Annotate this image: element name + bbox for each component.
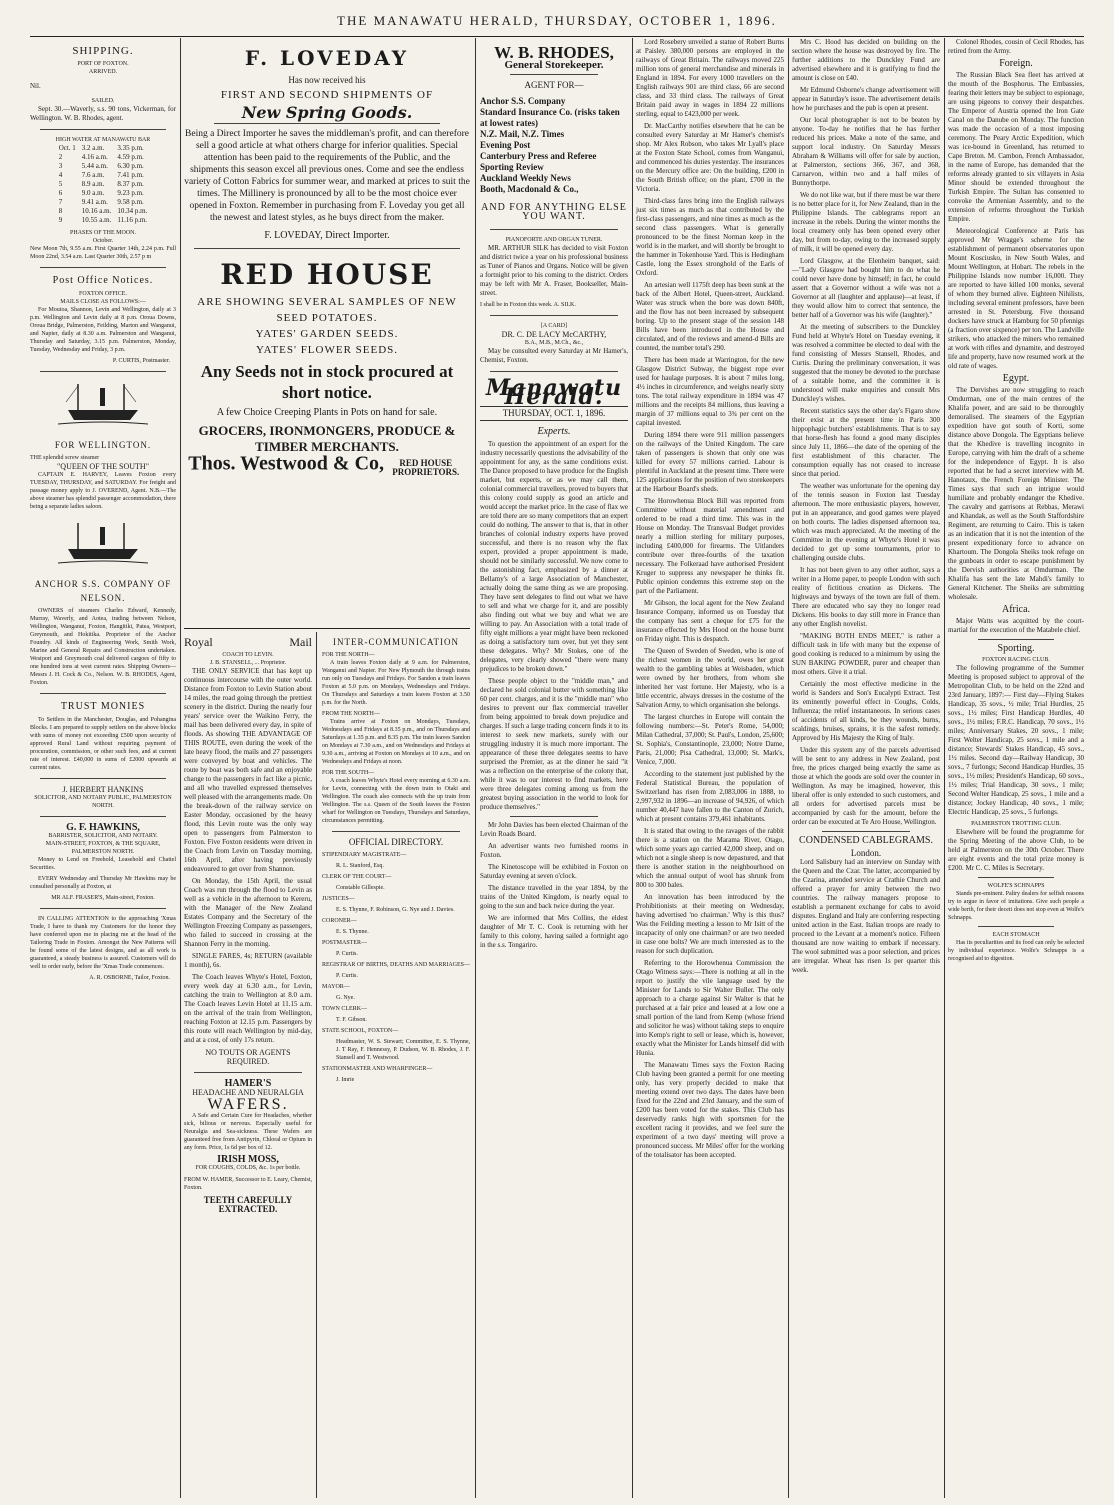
news-item: Colonel Rhodes, cousin of Cecil Rhodes, has retired from the Army. — [948, 38, 1084, 55]
hawkins-office: MR ALF. FRASER'S, Main-street, Foxton. — [51, 895, 155, 901]
experts-text: To question the appointment of an expert for the industry necessarily questions the advisability of the appointment for any, as the same conditions exist. The Dance proposed to have produce for the English market, but experts, or as we may call them, colonial commercial travellers, proved to buyers that this colony could supply as good an article and would accept the market price. In the case of flax we are told there are so many competitors that an expert could do nothing. The answer to that is, that in other branches of colonial industry experts have proved successful, and there is no reason why the flax expert, provided a proper appointment is made, should not be similarly successful. We now come to the astonishing fact, emphasized by a dinner at Bellamy's of a large Association of Manchester, actually doing the same thing as we are proposing. They have sent delegates to find out what we have to sell and what we charge for it, and are possibly also finding out what we buy and what we are willing to pay. An Association with a total trade of fifty eight millions a year might have been reckoned as doing a satisfactory turn over, but yet they sent these delegates. Why? Mr Stokes, one of the delegates, very clearly showed "there were many prejudices to be broken down." — [480, 440, 628, 673]
column-foreign-sporting — [948, 38, 1084, 1498]
sporting-heading: Sporting. — [997, 643, 1035, 654]
advert-loveday-redhouse — [184, 38, 470, 628]
trotting-text: Elsewhere will be found the programme for the Spring Meeting of the above Club, to be held at Palmerston on the 30th October. There are eight events and the total prize money is £200. Mr C. C. Miles is Secretary. — [948, 828, 1084, 872]
news-item: It is stated that owing to the ravages of the rabbit there is a station on the Marama River, Otago, which some years ago carried 42,000 sheep, and on which not a single sheep is now depastured, and that there is another station in the neighbourhood on which the annual output of wool has shrunk from 800 to 300 bales. — [636, 827, 784, 889]
note-trains: The distance travelled in the year 1894, by the trains of the United Kingdom, is nearly equal to going to the sun and back twice during the year. — [480, 884, 628, 910]
tide-cell: 11.16 p.m. — [117, 216, 148, 224]
column-coach — [184, 634, 312, 1498]
tide-cell: 3.2 a.m. — [81, 144, 105, 152]
coach-label: COACH TO LEVIN. — [222, 652, 274, 658]
wolfe-heading: WOLFE'S SCHNAPPS — [987, 883, 1045, 889]
royal-mail-row — [184, 635, 312, 649]
tide-cell: 4.59 p.m. — [117, 153, 144, 161]
divider — [822, 831, 910, 832]
news-item: Recent statistics says the other day's Figaro show their exist at the present time in Paris 300 hippophagic butchers' establishments. That is to say that horse-flesh has found a good many disciples since July 11, 1866—the date of the opening of the first establishment of this character. The consumption equally has not ceased to increase since that period. — [792, 407, 940, 478]
post-office-name: FOXTON OFFICE. — [79, 291, 127, 297]
news-item: We do not like war, but if there must be war there is no better place for it, for New Zealand, than in the Philippine Islands. The cablegrams report an increase in the rebels. During the winter months the local creamery only has been opened every other day, but from to-day, owing to the increased supply of milk, it will be opened every day. — [792, 191, 940, 253]
divider — [510, 816, 598, 817]
divider — [40, 908, 166, 909]
steamer-name: "QUEEN OF THE SOUTH" — [57, 462, 149, 471]
piano-heading: PIANOFORTE AND ORGAN TUNER. — [505, 237, 603, 243]
tide-cell: 4.16 a.m. — [81, 153, 108, 161]
news-item: The Horowhenua Block Bill was reported from Committee without material amendment and ordered to be read a third time. This was in the House on Monday. The Transvaal Budget provides nearly a million sterling for military purposes, including £400,000 for firearms. The Uitlanders contribute over three-fourths of the taxation necessary. The Folkeraad have authorised President Kruger to suppress any newspaper he thinks fit. Public opinion condemns this extreme step on the part of the Parliament. — [636, 497, 784, 595]
loveday-line1: Has now received his — [288, 75, 366, 85]
coach-proprietor: J. B. STANSELL, ... Proprietor. — [209, 660, 287, 666]
hawkins-text: EVERY Wednesday and Thursday Mr Hawkins may be consulted personally at Foxton, at — [30, 876, 176, 890]
redhouse-signature-row — [184, 452, 470, 477]
london-heading: London. — [850, 848, 882, 858]
osborne-text: IN CALLING ATTENTION to the approaching 'Xmas Trade, I have to thank my Customers for the honor they have conferred upon me in placing me at the head of the Tailoring Trade in Foxton. Amongst the New Patterns will be found some of the latest designs, and as all work is guaranteed, a steady business is assured. Customers will do well to order early, before the 'Xmas Trade commences. — [30, 916, 176, 970]
column-rule — [180, 38, 181, 1498]
divider — [40, 129, 166, 130]
column-news-1 — [636, 38, 784, 1498]
from-north-text: Trains arrive at Foxton on Mondays, Tuesdays, Wednesdays and Fridays at 8.35 p.m., and on Thursdays and Saturdays at 1.35 p.m. and 8.35 p.m. The train leaves Sandon on Mondays at 7.30 a.m., and on Wednesdays and Fridays at 9.30 a.m., arriving at Foxton on Mondays at 10 a.m., and on Wednesdays and Fridays at noon. — [322, 719, 470, 765]
hawkins-name: G. F. HAWKINS, — [66, 822, 140, 833]
hamer-signature: FROM W. HAMER, Successor to E. Leary, Chemist, Foxton. — [184, 1177, 312, 1191]
tide-cell: 10.16 a.m. — [81, 207, 112, 215]
redhouse-line6: A few Choice Creeping Plants in Pots on hand for sale. — [216, 407, 438, 418]
shipping-heading: SHIPPING. — [72, 45, 134, 57]
north-label: FOR THE NORTH— — [322, 652, 375, 658]
divider — [978, 877, 1054, 878]
agency-item: Sporting Review — [480, 162, 544, 172]
agency-list — [480, 96, 628, 195]
loveday-name: F. LOVEDAY — [244, 46, 410, 70]
tide-cell: 9.0 a.m. — [81, 189, 105, 197]
masthead-rule — [30, 36, 1084, 37]
note-rooms: An advertiser wants two furnished rooms in Foxton. — [480, 842, 628, 859]
news-item: During 1894 there were 911 million passengers on the railways of the United Kingdom. The care taken of passengers is shown that only one was killed for every 57 millions carried. Labour is plentiful in Auckland at the present time. There were 125 applications for the position of two storekeepers at the Harbour Board's sheds. — [636, 431, 784, 493]
divider — [490, 315, 618, 316]
news-item: "MAKING BOTH ENDS MEET," is rather a difficult task in life with many but the expense of good cooking is reduced to a minimum by using the SUN BAKING POWDER, purer and cheaper than most others. Give it a trial. — [792, 632, 940, 676]
steamer-text: CAPTAIN E. HARVEY, Leaves Foxton every TUESDAY, THURSDAY, and SATURDAY. For freight and passage money apply to J. OVEREND, Agent. N.B.—The above steamer has splendid passenger accommodation, there being a separate ladies saloon. — [30, 472, 176, 510]
royal-label: Royal — [184, 635, 213, 649]
tide-cell: 7.41 p.m. — [117, 171, 144, 179]
tide-cell: 6 — [58, 189, 63, 197]
agency-item: Standard Insurance Co. (risks taken at lowest rates) — [480, 107, 620, 128]
tide-cell: 6.30 p.m. — [117, 162, 144, 170]
tide-row — [56, 153, 151, 162]
directory-entry: MAYOR— — [322, 984, 350, 990]
directory-list — [322, 851, 470, 1084]
tide-row — [56, 216, 151, 225]
anything-else: AND FOR ANYTHING ELSE YOU WANT. — [481, 202, 627, 222]
doctor-text: May be consulted every Saturday at Mr Hamer's, Chemist, Foxton. — [480, 347, 628, 364]
paper-title: Manawatu Herald. — [485, 375, 623, 410]
news-item: The largest churches in Europe will contain the following numbers:—St. Peter's Rome, 54,000; Milan Cathedral, 37,000; St. Paul's, London, 25,600; St. Sophia's, Constantinople, 23,000; Notre Dame, Paris, 21,000; Pisa Cathedral, 13,000; St. Mark's, Venice, 7,000. — [636, 713, 784, 766]
directory-entry: CLERK OF THE COURT— — [322, 874, 392, 880]
trust-text: To Settlers in the Manchester, Douglas, and Pohangina Blocks. I am prepared to supply settlers on the above blocks with sums of money not exceeding £500 upon security of approved Rural Land without requiring payment of procuration, commission, or other such fees, and at current rate of interest. £40,000 in sums of £2000 upwards at current rates. — [30, 717, 176, 771]
loveday-signature: F. LOVEDAY, Direct Importer. — [264, 230, 390, 241]
tide-cell: 3.35 p.m. — [117, 144, 144, 152]
agency-item: Booth, Macdonald & Co., — [480, 184, 579, 194]
tide-row — [56, 144, 151, 153]
directory-entry: STIPENDIARY MAGISTRATE— — [322, 852, 407, 858]
agency-item: Anchor S.S. Company — [480, 96, 566, 106]
directory-entry: P. Curtis. — [336, 973, 358, 979]
cablegram-text: Lord Salisbury had an interview on Sunday with the Queen and the Czar. The latter, accompanied by the Czarina, attended service at Crathie Church and offered a prayer for amity between the two countries. The railway managers propose to establish a permanent exchange for cabs to avoid disputes. England and Italy are conferring respecting united action in the East. Italian troops are ready to proceed to the Levant at a moment's notice. Fifteen thousand are now waiting to embark if necessary. The wool submitted was a poor selection, and prices are irregular. Wheat has risen 1s per quarter this week. — [792, 858, 940, 974]
tide-cell: 5 — [58, 180, 63, 188]
coach-body3: The Coach leaves Whyte's Hotel, Foxton, every week day at 6.30 a.m., for Levin, catching the train to Wellington at 8.0 a.m. The Coach leaves Levin Hotel at 11.15 a.m. on the arrival of the train from Wellington, reaching Foxton at 12.15 p.m. Passengers by this route will reach Wellington by mid-day, and at a cost, of only 17s return. — [184, 973, 312, 1044]
touts-notice: NO TOUTS OR AGENTS REQUIRED. — [205, 1048, 291, 1066]
coach-body2: On Monday, the 15th April, the usual Coach was run through the flood to Levin as well as a vehicle in the afternoon to Kereru, with the Manager of the New Zealand Estates Company and the Secretary of the Wellington Freezing Company as passengers, who failed to succeed in crossing at the Shannon Ferry in the morning. — [184, 877, 312, 948]
redhouse-line7: GROCERS, IRONMONGERS, PRODUCE & TIMBER MERCHANTS. — [198, 423, 456, 454]
news-item: The Queen of Sweden of Sweden, who is one of the richest women in the world, owes her great wealth to the gambling tables at Weisbaden, which were owned by her brothers, from whom she inherited her vast fortune. Her Majesty, who is a little eccentric, always dresses in the costume of the Salvation Army, to which organisation she belongs. — [636, 647, 784, 709]
redhouse-line2: SEED POTATOES. — [276, 312, 378, 324]
inter-heading: INTER-COMMUNICATION — [333, 637, 459, 647]
africa-heading: Africa. — [1001, 604, 1031, 615]
directory-entry: POSTMASTER— — [322, 940, 368, 946]
egypt-text: The Dervishes are now struggling to reach Omdurman, one of the main centres of the Khalifa power, and are said to be thoroughly demoralised. The steamers of the Egyptian expedition have got south of Korti, some distance above Dongola. The Egyptians believe that the Khedive is travelling incognito in Europe, carrying with him the draft of a scheme for the independence of Egypt. It is also reported that he had a secret interview with M. Hanotaux, the French Foreign Minister. The Times says that such an intrigue would humiliate and probably endanger the Khedive. The cavalry and garrisons at Rebbas, Merawi and Khandak, as well as the South Staffordshire Regiment, are returning to Cairo. This is taken as an indication that it is not the intention of the present expeditionary force to advance on Khartoum. The Dongola Sheiks took refuge on the gunboats in order to escape punishment by the Dervish authorities at Omdurman. The Khalifa has sent the late Mahdi's family to General Kitchener. The Sheiks are submitting wholesale. — [948, 386, 1084, 601]
column-rule — [475, 38, 476, 1498]
hawkins-sub: BARRISTER, SOLICITOR, AND NOTARY. — [48, 833, 158, 839]
rhodes-name: W. B. RHODES, — [494, 43, 614, 62]
loveday-body: Being a Direct Importer he saves the middleman's profit, and can therefore sell a good article at what others charge for inferior qualities. Special attention has been paid to the requirements of the Public, and the shipments this season excel all previous ones. Come and see the endless variety of Cotton Fabrics for summer wear, and marked at prices to suit the times. The Millinery is pronounced by all to be the most choice ever opened in Foxton. Remember in purchasing from F. Loveday you get all the newest and latest styles, as he buys direct from the maker. — [184, 129, 470, 223]
africa-text: Major Watts was acquitted by the court-martial for the execution of the Matabele chief. — [948, 617, 1084, 634]
redhouse-title: RED HOUSE — [220, 258, 434, 291]
directory-entry: JUSTICES— — [322, 896, 355, 902]
masthead: THE MANAWATU HERALD, THURSDAY, OCTOBER 1, 1896. — [337, 13, 777, 28]
wafers-text: A Safe and Certain Cure for Headaches, whether sick, bilious or nervous. Especially useful for Neuralgia and Sea-sickness. These Wafers are guaranteed free from Antipyrin, Chloral or Opium in any form. Price, 1s 6d per box of 12. — [184, 1113, 312, 1151]
loveday-line2: FIRST AND SECOND SHIPMENTS OF — [220, 89, 434, 101]
moon-heading: PHASES OF THE MOON. — [70, 230, 136, 236]
tide-cell: 10.55 a.m. — [81, 216, 112, 224]
news-item: Mrs C. Hood has decided on building on the section where the house was destroyed by fire. The further additions to the Dunckley Fund are advertised elsewhere and it is gratifying to find the amount is close on £40. — [792, 38, 940, 82]
arrived-nil: Nil. — [30, 82, 41, 90]
tide-cell: 9 — [58, 216, 63, 224]
from-north-label: FROM THE NORTH— — [322, 711, 380, 717]
foreign-heading: Foreign. — [999, 58, 1033, 69]
racing-text: The following programme of the Summer Meeting is proposed subject to approval of the Metropolitan Club, to be held on the 22nd and 23rd January, 1897:— First day—Flying Stakes Handicap, 35 sovs., ½ mile; Trial Hurdles, 25 sovs., 1½ miles; First Handicap Hurdles, 40 sovs., 1½ miles; F.R.C. Handicap, 70 sovs., 1½ miles; Anniversary Stakes, 20 sovs., 1 mile; First Welter Handicap, 25 sovs., 1 mile and a distance; Stewards' Stakes Handicap, 45 sovs., 1½ miles. Second day—Railway Handicap, 30 sovs., 7 furlongs; Second Handicap Hurdles, 35 sovs., 1½ miles; President's Handicap, 60 sovs., 1½ miles; Trial Handicap, 30 sovs., 1 mile; Second Welter Handicap, 25 sovs., 1 mile and a distance; Jockey Handicap, 40 sovs., 1 mile; Electric Handicap, 25 sovs., 5 furlongs. — [948, 664, 1084, 816]
teeth-notice: TEETH CAREFULLY EXTRACTED. — [203, 1195, 293, 1214]
divider — [332, 831, 460, 832]
directory-entry: STATIONMASTER AND WHARFINGER— — [322, 1066, 433, 1072]
redhouse-line4: YATES' FLOWER SEEDS. — [255, 344, 399, 356]
column-rule — [632, 38, 633, 1498]
racing-heading: FOXTON RACING CLUB. — [982, 657, 1050, 663]
tide-row — [56, 162, 151, 171]
hankins-name: J. HERBERT HANKINS — [62, 785, 144, 794]
column-rule — [316, 632, 317, 1498]
tide-row — [56, 189, 151, 198]
column-intercommunication — [322, 634, 470, 1498]
hamer-title: HAMER'S — [224, 1078, 272, 1089]
trotting-heading: PALMERSTON TROTTING CLUB. — [971, 821, 1061, 827]
directory-entry: R. L. Stanford, Esq. — [336, 863, 384, 869]
divider — [490, 371, 618, 372]
news-item: An artesian well 1175ft deep has been sunk at the back of the Albert Hotel, Queen-street, Auckland. Water was struck when the bore was down 840ft, and the flow has not been increased by subsequent boring. Up to the present stage of the session 148 Bills have been introduced in the House and circulated, and of the reviews and amend-d Bills are counted, the number total's 290. — [636, 281, 784, 352]
tide-cell: 5.44 a.m. — [81, 162, 108, 170]
tide-cell: 4 — [58, 171, 63, 179]
directory-entry: T. F. Gibson. — [336, 1017, 367, 1023]
divider — [40, 693, 166, 694]
doctor-name: DR. C. DE LACY McCARTHY, — [501, 330, 607, 339]
agency-item: N.Z. Mail, N.Z. Times — [480, 129, 565, 139]
news-item: Mr Edmund Osborne's change advertisement will appear in Saturday's issue. The advertisement details how he purchases and the pub is open at present. — [792, 86, 940, 112]
divider — [490, 229, 618, 230]
directory-entry: STATE SCHOOL, FOXTON— — [322, 1028, 399, 1034]
south-text: A coach leaves Whyte's Hotel every morning at 6.30 a.m. for Levin, connecting with the down train to Otaki and Wellington. The coach also connects with the up train from Wellington. The s.s. Queen of the South leaves the Foxton wharf for Wellington on Tuesdays, Thursdays and Saturdays, circumstances permitting. — [322, 778, 470, 824]
directory-entry: E. S. Thynne, F. Robinson, G. Nye and J. Davies. — [336, 907, 455, 913]
directory-entry: J. Imrie — [336, 1077, 355, 1083]
divider — [194, 1072, 302, 1073]
news-item: At the meeting of subscribers to the Dunckley Fund held at Whyte's Hotel on Tuesday evening, it was resolved a committee be elected to deal with the fund consisting of Messrs Stansell, Rhodes, and Curtis. During the preliminary conversation, it was suggested that the money be devoted to the purchase of a suitable home, and the committee it is understood will make enquiries and consult Mrs Dunckley's wishes. — [792, 323, 940, 403]
card-label: [A CARD] — [540, 323, 568, 329]
doctor-degrees: B.A., M.B., M.Ch., &c., — [524, 340, 584, 346]
note-kinetoscope: The Kinetoscope will be exhibited in Foxton on Saturday evening at seven o'clock. — [480, 863, 628, 880]
news-item: Under this system any of the parcels advertised will be sent to any address in New Zealand, post free, the prices charged being exactly the same as those at which the goods are sold over the counter in Wellington. As may be imagined, however, this liberal offer is only extended to such customers, and all orders for advertised parcels must be accompanied by cash for the amount, before the order can be executed at Te Aro House, Wellington. — [792, 746, 940, 826]
experts-text2: These people object to the "middle man," and declared he sold colonial butter with something like 60 per cent. charges, and it is the "middle man" who desires to prevent our flax commercial traveller from being appointed to break down prejudice and charges. If such a large trading concern finds it to its interest to seek new markets, surely with our struggling industry it is much more important. The appearance of these three delegates seems to have surprised the Premier, as at the dinner he said "it was a reflection on the enterprise of the colony that, while it was to our interest to find markets, here were three delegates coming among us from the greatest buying association in the world to look for produce themselves." — [480, 677, 628, 811]
news-item: According to the statement just published by the Federal Statistical Bureau, the population of Switzerland has risen from 2,083,006 in 1888, to 2,997,932 in 1896—an increase of 94,926, of which number 40,447 have fallen to the Canton of Zurich, which at present contains 379,461 inhabitants. — [636, 770, 784, 823]
mails-text: For Moutoa, Shannon, Levin and Wellington, daily at 3 p.m. Wellington and Levin daily at 8 p.m. Oroua Downs, Oroua Bridge, Palmerston, Feilding, Marton and Wanganui, and Napier, daily at 8.30 a.m. Palmerston and Wanganui, Thursday and Saturday, 3.15 p.m. Palmerston, Monday, Tuesday, Wednesday and Friday, 3 p.m. — [30, 307, 176, 353]
piano-signature: I shall be in Foxton this week. A. SILK. — [480, 302, 576, 308]
tide-cell: 7 — [58, 198, 63, 206]
steamer-intro: THE splendid screw steamer — [30, 455, 100, 461]
mails-close: MAILS CLOSE AS FOLLOWS:— — [60, 299, 146, 305]
post-office-heading: Post Office Notices. — [52, 275, 154, 286]
directory-entry: Headmaster, W. S. Stewart; Committee, E. S. Thynne, J. T Ray, F. Hennessy, P. Dudson, W. B. Rhodes, J. F. Stansell and T. Westwood. — [336, 1039, 470, 1061]
divider — [978, 639, 1054, 640]
divider — [510, 74, 598, 75]
agency-item: Auckland Weekly News — [480, 173, 571, 183]
note-collins: We are informed that Mrs Collins, the eldest daughter of Mr T. C. Cook is returning with her family to this colony, having sailed a fortnight ago in the s.s. Tongariro. — [480, 914, 628, 949]
divider — [40, 816, 166, 817]
directory-entry: G. Nye. — [336, 995, 355, 1001]
directory-entry: Constable Gillespie. — [336, 885, 385, 891]
irish-moss-title: IRISH MOSS, — [217, 1154, 279, 1165]
tide-cell: 10.34 p.m. — [117, 207, 148, 215]
redhouse-line5: Any Seeds not in stock procured at short notice. — [200, 362, 454, 402]
directory-entry: P. Curtis. — [336, 951, 358, 957]
column-news-2 — [792, 38, 940, 1498]
tide-cell: 2 — [58, 153, 63, 161]
agency-item: Evening Post — [480, 140, 531, 150]
foreign-text: The Russian Black Sea fleet has arrived at the mouth of the Bosphorus. The Embassies, fearing their letters may be subject to espionage, are using pigeons to convey their despatches. The Emperor of Austria opened the Iron Gate Canal on the Danube on Monday. The function was made the occasion of a most imposing ceremony. The Peary Arctic Expedition, which was ice-bound in Greenland, has returned to Cape Breton. M. Cambon, French Ambassador, in the name of Europe, has demanded that the reforms already granted to six villayets in Asia Minor should be extended throughout the Turkish Empire. The Sultan has consented to convoke the Armenian Assembly, and to the extension of reforms throughout the Turkish Empire. — [948, 71, 1084, 223]
divider — [40, 371, 166, 372]
cablegrams-heading: CONDENSED CABLEGRAMS. — [799, 835, 933, 846]
tide-cell: 8.9 a.m. — [81, 180, 105, 188]
column-rule — [944, 38, 945, 1498]
hamer-sub: HEADACHE AND NEURALGIA — [192, 1088, 304, 1097]
tide-row — [56, 171, 151, 180]
directory-entry: E. S. Thynne. — [336, 929, 369, 935]
coach-body1: THE ONLY SERVICE that has kept up continuous intercourse with the outer world. Distance from Foxton to Levin Station about 14 miles, the road going through the prettiest scenery in the district. During the nearly four years' service over the Waikino Ferry, the mail has been delivered every day, in spite of floods. As showing THE ADVANTAGE OF THIS ROUTE, even during the week of the late heavy flood, the mails and 27 passengers were conveyed by boat and vehicles. The route by boat was both safe and an enjoyable change to the passengers in fact like a picnic, and all who travelled expressed themselves well pleased with the arrangements made. On the break-down of the railway service on Easter Monday, occasioned by the heavy flood, this Levin route was the only way open to passengers from Palmerston to Foxton. Five Foxton residents were driven in the Coach from Levin on Tuesday morning, 16th April, after having previously endeavoured to get over from Shannon. — [184, 667, 312, 873]
sailed-label: SAILED. — [91, 98, 115, 104]
tide-cell: 9.23 p.m. — [117, 189, 144, 197]
wafers-title: WAFERS. — [207, 1096, 289, 1113]
experts-heading: Experts. — [537, 426, 571, 437]
steamship-illustration — [58, 519, 148, 569]
south-label: FOR THE SOUTH— — [322, 770, 375, 776]
arrived-label: ARRIVED. — [88, 69, 118, 75]
sailed-text: Sept. 30.—Waverly, s.s. 90 tons, Vickerman, for Wellington. W. B. Rhodes, agent. — [30, 105, 176, 122]
tide-row — [56, 180, 151, 189]
loveday-line3: New Spring Goods. — [241, 103, 413, 122]
news-item: An innovation has been introduced by the Prohibitionists at their meeting on Wednesday, having advertised 'no chairman.' Why is this thus? Was the Feilding meeting a lesson to Mr Isitt of the incapacity of only one chairman? or are two needed in case one bolts? We are much interested as to the reason for such duplication. — [636, 893, 784, 955]
piano-text: MR. ARTHUR SILK has decided to visit Foxton and district twice a year on his professional business as Tuner of Pianos and Organs. Notice will be given a fortnight prior to his coming to the district. Orders may be left with Mr A. Fraser, Bookseller, Main-street. — [480, 244, 628, 297]
news-item: There has been made at Warrington, for the new Glasgow District Subway, the biggest rope ever used for haulage purposes. It is about 7 miles long, 4½ inches in circumference, and weighs nearly sixty tons. The total railway expenditure in 1894 was 47 millions and the receipts 84 millions, thus leaving a margin of 37 millions equal to 3¾ per cent on the capital invested. — [636, 356, 784, 427]
news-item: Dr. MacCarthy notifies elsewhere that he can be consulted every Saturday at Mr Hamer's chemist's shop. Mr Alex Robson, who takes Mr Lyall's place at the Foxton State School, comes from Wanganui, and commenced his duties yesterday. The insurances on the Mercury office are: On the building, £200 in the South British office; on the plant, £700 in the Victoria. — [636, 122, 784, 193]
divider — [214, 123, 440, 124]
directory-entry: TOWN CLERK— — [322, 1006, 368, 1012]
foreign-text2: Meteorological Conference at Paris has approved Mr Wragge's scheme for the establishment of permanent observatories upon Mount Kosciusko, in New South Wales, and Mount Wellington, at Hobart. The rebels in the Philippine Islands now number 16,000. They are reported to have killed 100 monks, several of whom they burned alive. Eighteen Nihilists, including several eminent professors, have been arrested in St. Petersburg. Five thousand dockers have struck at Hamburg for 50 pfennigs (a fraction over sixpence) per ton. The Landville strikers, who attacked the miners who remained at work with rifles and dynamite, and destroyed life and property, have now resumed work at the old rate of wages. — [948, 227, 1084, 370]
redhouse-line1: ARE SHOWING SEVERAL SAMPLES OF NEW — [197, 296, 457, 308]
divider — [184, 628, 470, 629]
mail-label: Mail — [289, 635, 312, 649]
stomach-text: Has its peculiarities and its food can only be selected by individual experience. Wolfe's Schnapps is a recognised aid to digestion. — [948, 940, 1084, 962]
news-item: The Manawatu Times says the Foxton Racing Club having been granted a permit for one meeting only, has very properly decided to make that meeting extend over two days. The dates have been fixed for the 22nd and 23rd January, and the sum of £200 has been voted for the stakes. This Club has deservedly ranks high with sportsmen for the excellent racing it provides, and we feel sure the experiment of a two days' meeting will prove a pronounced success. Mr Miles' offer for the working of the totalisator has been accepted. — [636, 1061, 784, 1159]
trust-heading: TRUST MONIES — [60, 701, 146, 712]
paper-date: THURSDAY, OCT. 1, 1896. — [480, 406, 628, 421]
moon-phases: New Moon 7th, 9.55 a.m. First Quarter 14th, 2.24 p.m. Full Moon 22nd, 3.54 a.m. Last Quarter 30th, 2.57 p m — [30, 246, 176, 260]
tide-cell: Oct. 1 — [58, 144, 76, 152]
column-rule — [788, 38, 789, 1498]
agency-item: Canterbury Press and Referee — [480, 151, 597, 161]
divider — [194, 248, 460, 249]
agent-heading: AGENT FOR— — [524, 80, 584, 90]
tide-table — [56, 144, 151, 225]
news-item: Our local photographer is not to be beaten by anyone. To-day he notifies that he has further reduced his prices. Make a note of the same, and support local industry. On Saturday Messrs Abraham & Williams will offer for sale by auction, at Palmerston, sections 366, 367, and 368, Carnarvon, within two and a half miles of Bunnythorpe. — [792, 116, 940, 187]
news-item: It has not been given to any other author, says a writer in a Home paper, to people London with such reality of fictitious creation as Dickens. The highways and byways of the town are full of them. There are educated who say they no longer read Dickens. His books to day still more in France than any other English novelist. — [792, 566, 940, 628]
wellington-heading: FOR WELLINGTON. — [54, 440, 152, 450]
north-text: A train leaves Foxton daily at 9 a.m. for Palmerston, Wanganui and Napier. For New Plymouth the through trains run only on Tuesdays and Fridays. For Sandon a train leaves Foxton at 5.0 p.m. on Mondays, Wednesdays and Fridays. On Thursdays and Saturdays a train leaves Foxton at 3.50 p.m. for the North. — [322, 660, 470, 706]
tide-cell: 9.58 p.m. — [117, 198, 144, 206]
divider — [40, 778, 166, 779]
divider — [40, 267, 166, 268]
moon-month: October. — [92, 238, 114, 244]
news-item: Certainly the most effective medicine in the world is Sanders and Son's Eucalypti Extract. Test its eminently powerful effect in Coughs, Colds, Influenza; the relief instantaneous. In serious cases of accidents of all kinds, be they wounds, burns, scaldings, bruises, sprains, it is the safest remedy. Approved by His Majesty the King of Italy. — [792, 680, 940, 742]
tide-cell: 3 — [58, 162, 63, 170]
anchor-text: OWNERS of steamers Charles Edward, Kennedy, Murray, Waverly, and Aotea, trading between Nelson, Wellington, Wanganui, Foxton, Hangitiki, Patea, Westport, Greymouth, and Hokitika. Proprietor of the Anchor Foundry. All kinds of Engineering Work, Smith Work, Marine and General Repairs and Construction undertaken. Westport and Greymouth coal delivered cargoes of fifty to one hundred tons at west current rates. Shipping Owners— Messrs J. H. Cock & Co., Nelson. W. B. RHODES, Agent, Foxton. — [30, 608, 176, 686]
wolfe-text: Stands pre-eminent. Paltry dealers for selfish reasons try to argue in favor of imitations. Give such people a wide berth, for their deceit does not stop even at Wolfe's Schnapps. — [948, 891, 1084, 921]
redhouse-firm: Thos. Westwood & Co, — [188, 452, 385, 475]
column-shipping — [30, 38, 176, 1498]
news-item: Third-class fares bring into the English railways just six times as much as that contributed by the first-class passengers, and nine times as much as the second class passengers. What is generally pronounced to be the finest Norman keep in the world is in the market, and will shortly be brought to the hammer in Tokenhouse Yard. This is Hedingham Castle, long the Essex stronghold of the Earls of Oxford. — [636, 197, 784, 277]
steamship-illustration — [58, 380, 148, 430]
tide-cell: 8 — [58, 207, 63, 215]
egypt-heading: Egypt. — [1002, 373, 1030, 384]
divider — [978, 926, 1054, 927]
tide-row — [56, 198, 151, 207]
port-label: PORT OF FOXTON. — [77, 61, 129, 67]
directory-entry: REGISTRAR OF BIRTHS, DEATHS AND MARRIAGES— — [322, 962, 470, 968]
redhouse-proprietors: RED HOUSE PROPRIETORS. — [392, 458, 460, 477]
tide-row — [56, 207, 151, 216]
irish-moss-text: FOR COUGHS, COLDS, &c. 1s per bottle. — [195, 1165, 301, 1171]
redhouse-line3: YATES' GARDEN SEEDS. — [255, 328, 399, 340]
rhodes-store: General Storekeeper. — [504, 59, 604, 71]
tide-cell: 9.41 a.m. — [81, 198, 108, 206]
postmaster: P. CURTIS, Postmaster. — [112, 358, 170, 364]
osborne-signature: A. R. OSBORNE, Tailor, Foxton. — [89, 975, 170, 981]
news-item: Referring to the Horowhenua Commission the Otago Witness says:—There is nothing at all in the report to justify the vile language used by the Minister for Lands to Sir Walter Buller. The only approach to a charge against Sir Walter is that he purchased at a fair price and leased at a low one a small portion of the land from Kemp (whose friend and solicitor he was) without taking steps to enquire into Kemp's right to sell or lease, which is, however, exactly what the Minister for Lands himself did with Hunia. — [636, 959, 784, 1057]
hawkins-money: Money to Lend on Freehold, Leasehold and Chattel Securities. — [30, 857, 176, 871]
news-item: The weather was unfortunate for the opening day of the tennis season in Foxton last Tuesday afternoon. The more enthusiastic players, however, put in an appearance, and good games were played on both courts. The ladies dispensed afternoon tea, which was much appreciated. At the meeting of the Committee in the evening at Whyte's Hotel it was decided to get up some tournaments, prior to challenging outside clubs. — [792, 482, 940, 562]
tide-heading: HIGH WATER AT MANAWATU BAR — [55, 137, 151, 143]
anchor-heading: ANCHOR S.S. COMPANY OF NELSON. — [34, 579, 172, 603]
news-item: Lord Glasgow, at the Elenheim banquet, said:—"Lady Glasgow had bought him to do what he could never have done by himself; in fact, he could assert that a Governor without a wife was not a Governor at all (laughter and applause)—at least, if they would allow him to correct that sentence, the better half of a Governor was his wife (laughter)." — [792, 257, 940, 319]
column-rhodes-herald — [480, 38, 628, 1498]
directory-heading: OFFICIAL DIRECTORY. — [348, 837, 444, 847]
news-item: Lord Rosebery unveiled a statue of Robert Burns at Paisley. 380,000 persons are employed in the railways of Great Britain. The railways moved 225 million tons of general merchandise and minerals in England in 1894. For every 1000 travellers on the English railways 901 are third class, 66 are second class, and 33 third class. The railways of Great Britain paid away in wages in 1894 22 millions sterling, equal to £423,000 per week. — [636, 38, 784, 118]
directory-entry: CORONER— — [322, 918, 357, 924]
hankins-sub: SOLICITOR, AND NOTARY PUBLIC, PALMERSTON NORTH. — [34, 795, 172, 809]
stomach-heading: EACH STOMACH — [992, 932, 1040, 938]
news-item: Mr Gibson, the local agent for the New Zealand Insurance Company, informed us on Tuesday that the company has sent a cheque for £75 for the insurance effected by Mrs Hood on the house burnt on Friday night. This is despatch. — [636, 599, 784, 643]
hawkins-address: MAIN-STREET, FOXTON, & THE SQUARE, PALMERSTON NORTH. — [45, 841, 161, 855]
coach-fares: SINGLE FARES, 4s; RETURN (available 1 month), 6s. — [184, 952, 312, 969]
tide-cell: 8.37 p.m. — [117, 180, 144, 188]
note-davies: Mr John Davies has been elected Chairman of the Levin Roads Board. — [480, 821, 628, 838]
tide-cell: 7.6 a.m. — [81, 171, 105, 179]
